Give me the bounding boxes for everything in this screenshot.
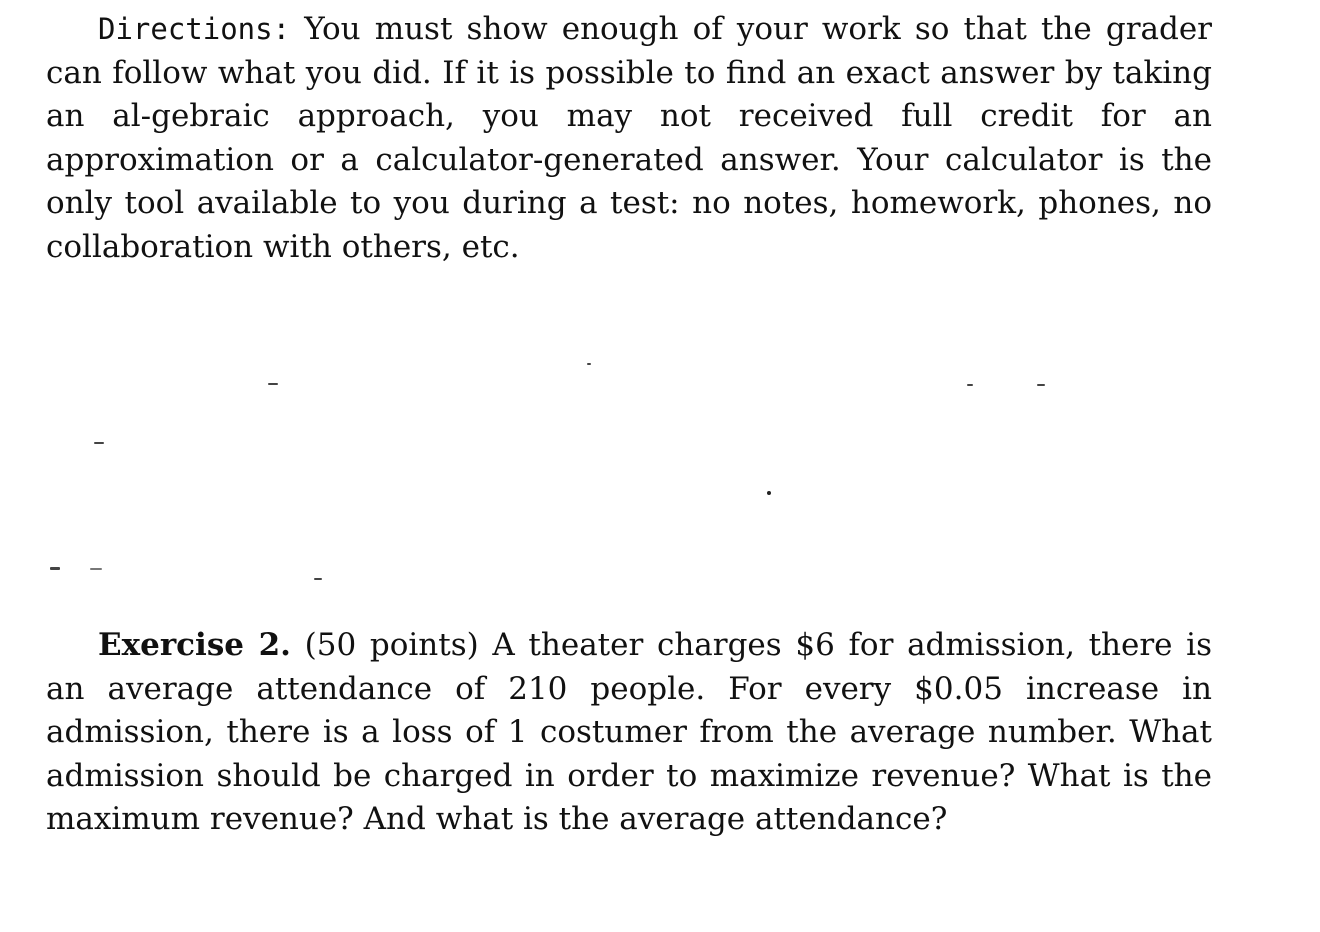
directions-text: You must show enough of your work so that the grader can follow what you did. If it is possible to find an exact answer by taking an al-gebraic approach, you may not received full credit for an approximation or a calculator-generated answer. Your calculator is the only tool available to you during a test: no notes, homework, phones, no collaboration with others, etc. [46, 11, 1213, 265]
scan-speck [587, 363, 591, 365]
scan-speck [1037, 384, 1045, 386]
scan-speck [90, 568, 102, 570]
scan-speck [268, 383, 278, 385]
exercise-paragraph [46, 624, 1212, 842]
exercise-points: (50 points) [304, 627, 479, 663]
exercise-text: A theater charges $6 for admission, there is an average attendance of 210 people. For every $0.05 increase in admission, there is a loss of 1 costumer from the average number. What admission should be charged in order to maximize revenue? What is the maximum revenue? And what is the average attendance? [46, 627, 1213, 837]
scan-speck [314, 578, 322, 580]
directions-paragraph [46, 8, 1212, 269]
scan-speck [967, 384, 973, 386]
directions-label: Directions: [98, 12, 291, 46]
scan-speck [94, 442, 104, 444]
exercise-label: Exercise 2. [98, 627, 291, 663]
scan-speck [50, 567, 60, 570]
scan-speck [767, 491, 771, 495]
